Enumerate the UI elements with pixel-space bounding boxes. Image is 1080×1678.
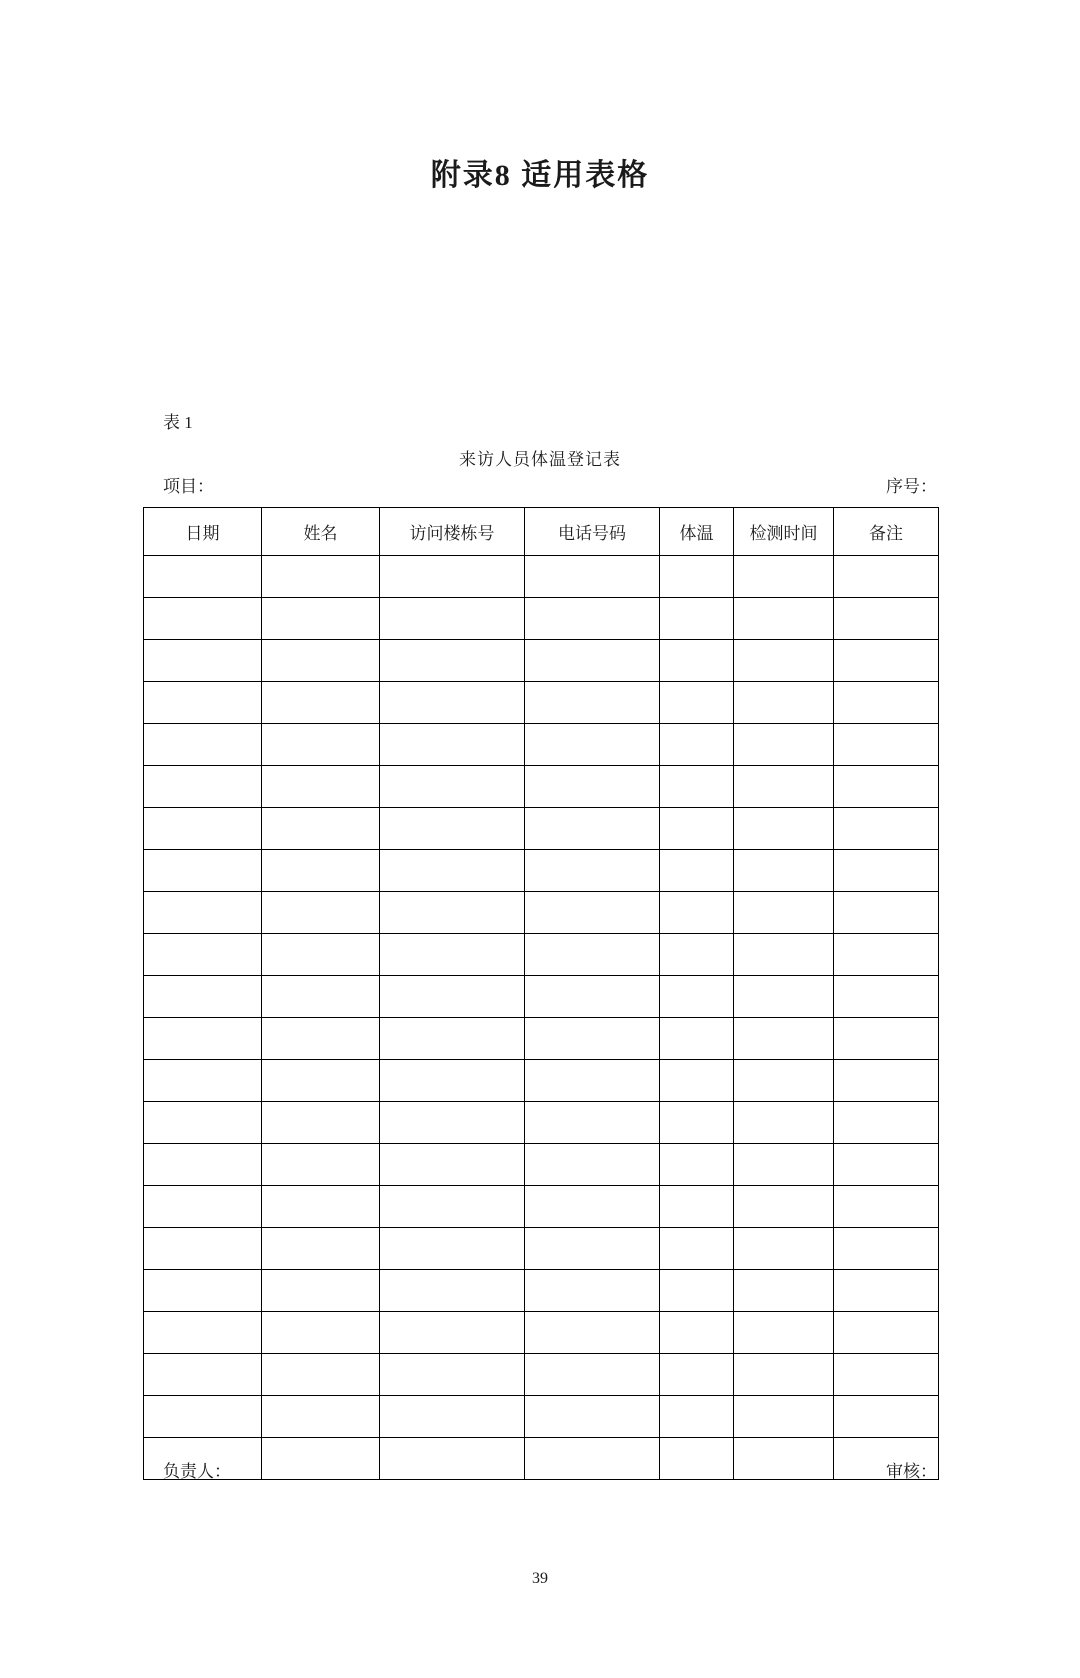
table-cell[interactable] <box>734 1354 834 1396</box>
table-cell[interactable] <box>262 766 380 808</box>
table-cell[interactable] <box>144 1354 262 1396</box>
table-cell[interactable] <box>525 682 660 724</box>
table-cell[interactable] <box>525 724 660 766</box>
table-cell[interactable] <box>834 1270 939 1312</box>
table-cell[interactable] <box>834 682 939 724</box>
table-cell[interactable] <box>262 1186 380 1228</box>
table-cell[interactable] <box>734 1312 834 1354</box>
table-cell[interactable] <box>144 1270 262 1312</box>
table-cell[interactable] <box>380 1186 525 1228</box>
table-cell[interactable] <box>660 1270 734 1312</box>
table-cell[interactable] <box>380 1144 525 1186</box>
table-cell[interactable] <box>525 640 660 682</box>
table-cell[interactable] <box>262 1102 380 1144</box>
table-cell[interactable] <box>144 976 262 1018</box>
table-cell[interactable] <box>262 1312 380 1354</box>
table-cell[interactable] <box>734 556 834 598</box>
column-header-date: 日期 <box>144 508 262 556</box>
table-cell[interactable] <box>525 976 660 1018</box>
table-cell[interactable] <box>262 724 380 766</box>
table-cell[interactable] <box>660 808 734 850</box>
table-cell[interactable] <box>262 850 380 892</box>
table-row <box>144 1312 939 1354</box>
table-row <box>144 556 939 598</box>
table-cell[interactable] <box>734 1018 834 1060</box>
table-cell[interactable] <box>734 1270 834 1312</box>
table-row <box>144 682 939 724</box>
table-cell[interactable] <box>734 1228 834 1270</box>
table-cell[interactable] <box>380 976 525 1018</box>
table-cell[interactable] <box>525 850 660 892</box>
table-cell[interactable] <box>834 1396 939 1438</box>
table-cell[interactable] <box>734 640 834 682</box>
table-cell[interactable] <box>834 808 939 850</box>
table-cell[interactable] <box>525 1228 660 1270</box>
table-cell[interactable] <box>380 808 525 850</box>
table-row <box>144 1102 939 1144</box>
table-cell[interactable] <box>380 1396 525 1438</box>
table-cell[interactable] <box>660 1060 734 1102</box>
table-cell[interactable] <box>734 1396 834 1438</box>
table-header <box>144 508 939 556</box>
table-cell[interactable] <box>525 808 660 850</box>
column-header-phone: 电话号码 <box>525 508 660 556</box>
table-cell[interactable] <box>380 598 525 640</box>
table-cell[interactable] <box>144 1312 262 1354</box>
table-cell[interactable] <box>834 934 939 976</box>
table-cell[interactable] <box>734 1060 834 1102</box>
table-cell[interactable] <box>734 808 834 850</box>
table-cell[interactable] <box>380 850 525 892</box>
page-number: 39 <box>532 1570 548 1587</box>
table-cell[interactable] <box>144 640 262 682</box>
table-cell[interactable] <box>380 556 525 598</box>
table-cell[interactable] <box>262 1018 380 1060</box>
table-cell[interactable] <box>660 682 734 724</box>
table-cell[interactable] <box>834 1228 939 1270</box>
table-cell[interactable] <box>834 850 939 892</box>
table-cell[interactable] <box>262 1144 380 1186</box>
table-cell[interactable] <box>262 892 380 934</box>
table-cell[interactable] <box>380 1270 525 1312</box>
table-cell[interactable] <box>734 682 834 724</box>
table-cell[interactable] <box>734 1102 834 1144</box>
table-cell[interactable] <box>262 808 380 850</box>
table-cell[interactable] <box>660 850 734 892</box>
table-row <box>144 766 939 808</box>
table-row <box>144 1270 939 1312</box>
table-cell[interactable] <box>834 766 939 808</box>
table-cell[interactable] <box>734 892 834 934</box>
table-cell[interactable] <box>834 1018 939 1060</box>
table-cell[interactable] <box>834 1144 939 1186</box>
serial-field-label: 序号： <box>886 477 937 496</box>
table-cell[interactable] <box>660 892 734 934</box>
table-label: 表 1 <box>163 413 193 432</box>
table-cell[interactable] <box>262 598 380 640</box>
table-cell[interactable] <box>660 1312 734 1354</box>
table-cell[interactable] <box>144 1144 262 1186</box>
table-cell[interactable] <box>525 1060 660 1102</box>
table-cell[interactable] <box>734 1186 834 1228</box>
table-cell[interactable] <box>734 934 834 976</box>
table-cell[interactable] <box>262 640 380 682</box>
table-cell[interactable] <box>144 892 262 934</box>
table-cell[interactable] <box>262 556 380 598</box>
table-cell[interactable] <box>660 724 734 766</box>
table-cell[interactable] <box>144 1186 262 1228</box>
table-cell[interactable] <box>834 976 939 1018</box>
table-cell[interactable] <box>262 1060 380 1102</box>
table-row <box>144 724 939 766</box>
table-cell[interactable] <box>380 892 525 934</box>
table-cell[interactable] <box>144 808 262 850</box>
table-cell[interactable] <box>834 556 939 598</box>
table-cell[interactable] <box>834 1312 939 1354</box>
table-cell[interactable] <box>734 766 834 808</box>
table-cell[interactable] <box>525 556 660 598</box>
document-page <box>0 150 1080 1678</box>
table-row <box>144 1354 939 1396</box>
table-cell[interactable] <box>525 1312 660 1354</box>
footer-fields <box>163 1457 937 1482</box>
table-row <box>144 1144 939 1186</box>
table-cell[interactable] <box>834 892 939 934</box>
table-cell[interactable] <box>660 1186 734 1228</box>
table-row <box>144 598 939 640</box>
table-row <box>144 850 939 892</box>
table-cell[interactable] <box>262 682 380 724</box>
table-cell[interactable] <box>144 850 262 892</box>
table-cell[interactable] <box>660 1144 734 1186</box>
table-cell[interactable] <box>144 934 262 976</box>
table-cell[interactable] <box>834 1102 939 1144</box>
table-cell[interactable] <box>262 976 380 1018</box>
review-field-label: 审核： <box>886 1462 937 1481</box>
table-cell[interactable] <box>525 934 660 976</box>
table-cell[interactable] <box>834 1354 939 1396</box>
table-cell[interactable] <box>525 1144 660 1186</box>
table-cell[interactable] <box>380 640 525 682</box>
table-cell[interactable] <box>834 640 939 682</box>
table-cell[interactable] <box>525 1270 660 1312</box>
column-header-name: 姓名 <box>262 508 380 556</box>
table-cell[interactable] <box>734 598 834 640</box>
project-field-label: 项目： <box>163 477 214 496</box>
table-cell[interactable] <box>144 682 262 724</box>
table-row <box>144 1018 939 1060</box>
table-cell[interactable] <box>660 1102 734 1144</box>
table-row <box>144 808 939 850</box>
table-cell[interactable] <box>660 934 734 976</box>
table-cell[interactable] <box>660 556 734 598</box>
table-cell[interactable] <box>660 1396 734 1438</box>
page-title: 附录8 适用表格 <box>430 159 650 192</box>
table-cell[interactable] <box>380 682 525 724</box>
table-cell[interactable] <box>144 724 262 766</box>
table-cell[interactable] <box>144 598 262 640</box>
table-cell[interactable] <box>834 598 939 640</box>
table-cell[interactable] <box>834 724 939 766</box>
table-cell[interactable] <box>525 1354 660 1396</box>
table-cell[interactable] <box>525 1018 660 1060</box>
table-cell[interactable] <box>144 1060 262 1102</box>
column-header-temperature: 体温 <box>660 508 734 556</box>
visitor-temperature-table <box>143 507 939 1480</box>
manager-field-label: 负责人： <box>163 1462 231 1481</box>
column-header-remark: 备注 <box>834 508 939 556</box>
table-cell[interactable] <box>734 976 834 1018</box>
table-cell[interactable] <box>262 1228 380 1270</box>
column-header-building: 访问楼栋号 <box>380 508 525 556</box>
table-cell[interactable] <box>380 1312 525 1354</box>
table-row <box>144 1396 939 1438</box>
table-cell[interactable] <box>734 724 834 766</box>
table-cell[interactable] <box>734 850 834 892</box>
table-cell[interactable] <box>660 640 734 682</box>
table-cell[interactable] <box>262 1270 380 1312</box>
table-cell[interactable] <box>380 1228 525 1270</box>
table-cell[interactable] <box>380 724 525 766</box>
table-cell[interactable] <box>380 1354 525 1396</box>
table-row <box>144 640 939 682</box>
table-cell[interactable] <box>380 1102 525 1144</box>
table-caption: 来访人员体温登记表 <box>459 450 621 469</box>
table-cell[interactable] <box>660 766 734 808</box>
table-cell[interactable] <box>380 766 525 808</box>
table-cell[interactable] <box>834 1186 939 1228</box>
table-cell[interactable] <box>525 1396 660 1438</box>
table-cell[interactable] <box>660 1354 734 1396</box>
table-row <box>144 1060 939 1102</box>
table-cell[interactable] <box>380 934 525 976</box>
table-cell[interactable] <box>262 1354 380 1396</box>
table-row <box>144 1228 939 1270</box>
table-row <box>144 934 939 976</box>
table-cell[interactable] <box>262 1396 380 1438</box>
table-cell[interactable] <box>144 1396 262 1438</box>
table-row <box>144 976 939 1018</box>
table-header-row <box>144 508 939 556</box>
column-header-check-time: 检测时间 <box>734 508 834 556</box>
table-cell[interactable] <box>144 766 262 808</box>
table-cell[interactable] <box>144 556 262 598</box>
table-row <box>144 892 939 934</box>
table-row <box>144 1186 939 1228</box>
table-cell[interactable] <box>380 1018 525 1060</box>
table-cell[interactable] <box>660 1228 734 1270</box>
table-cell[interactable] <box>525 1102 660 1144</box>
table-cell[interactable] <box>660 598 734 640</box>
table-body <box>144 556 939 1480</box>
table-cell[interactable] <box>525 766 660 808</box>
table-cell[interactable] <box>660 1018 734 1060</box>
table-cell[interactable] <box>525 892 660 934</box>
table-cell[interactable] <box>525 598 660 640</box>
table-cell[interactable] <box>262 934 380 976</box>
table-cell[interactable] <box>660 976 734 1018</box>
table-cell[interactable] <box>144 1102 262 1144</box>
table-cell[interactable] <box>380 1060 525 1102</box>
table-cell[interactable] <box>834 1060 939 1102</box>
table-cell[interactable] <box>525 1186 660 1228</box>
header-fields <box>163 472 937 497</box>
table-cell[interactable] <box>144 1228 262 1270</box>
table-cell[interactable] <box>734 1144 834 1186</box>
table-cell[interactable] <box>144 1018 262 1060</box>
